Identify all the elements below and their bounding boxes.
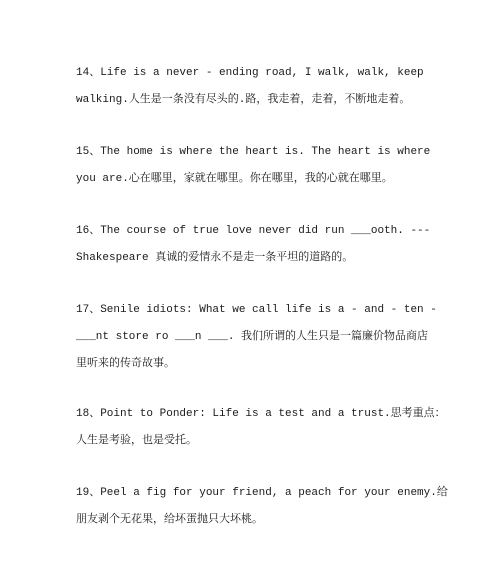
- quote-16-line-2: Shakespeare 真诚的爱情永不是走一条平坦的道路的。: [76, 252, 354, 264]
- quote-entry-16: [76, 218, 436, 272]
- quote-entry-18: [76, 401, 446, 455]
- quote-entry-15: [76, 139, 436, 193]
- quote-18-line-2: 人生是考验，也是受托。: [76, 435, 197, 447]
- quote-entry-14: [76, 60, 436, 114]
- quote-19-line-1: 19、Peel a fig for your friend, a peach for your enemy.给: [76, 487, 448, 499]
- quote-15-line-2: you are.心在哪里，家就在哪里。你在哪里，我的心就在哪里。: [76, 173, 393, 185]
- quote-entry-17: [76, 297, 436, 378]
- quote-17-line-1: 17、Senile idiots: What we call life is a - and - ten -: [76, 304, 437, 316]
- quote-17-line-2: ___nt store ro ___n ___. 我们所谓的人生只是一篇廉价物品商店: [76, 331, 429, 343]
- quote-17-line-3: 里听来的传奇故事。: [76, 358, 175, 370]
- quote-19-line-2: 朋友剥个无花果，给坏蛋抛只大坏桃。: [76, 514, 263, 526]
- quote-16-line-1: 16、The course of true love never did run ___ooth. ---: [76, 225, 431, 237]
- quote-entry-19: [76, 480, 448, 534]
- quote-15-line-1: 15、The home is where the heart is. The heart is where: [76, 146, 431, 158]
- quote-14-line-2: walking.人生是一条没有尽头的.路，我走着，走着，不断地走着。: [76, 94, 411, 106]
- quote-18-line-1: 18、Point to Ponder: Life is a test and a trust.思考重点：: [76, 408, 446, 420]
- quote-14-line-1: 14、Life is a never - ending road, I walk, walk, keep: [76, 67, 424, 79]
